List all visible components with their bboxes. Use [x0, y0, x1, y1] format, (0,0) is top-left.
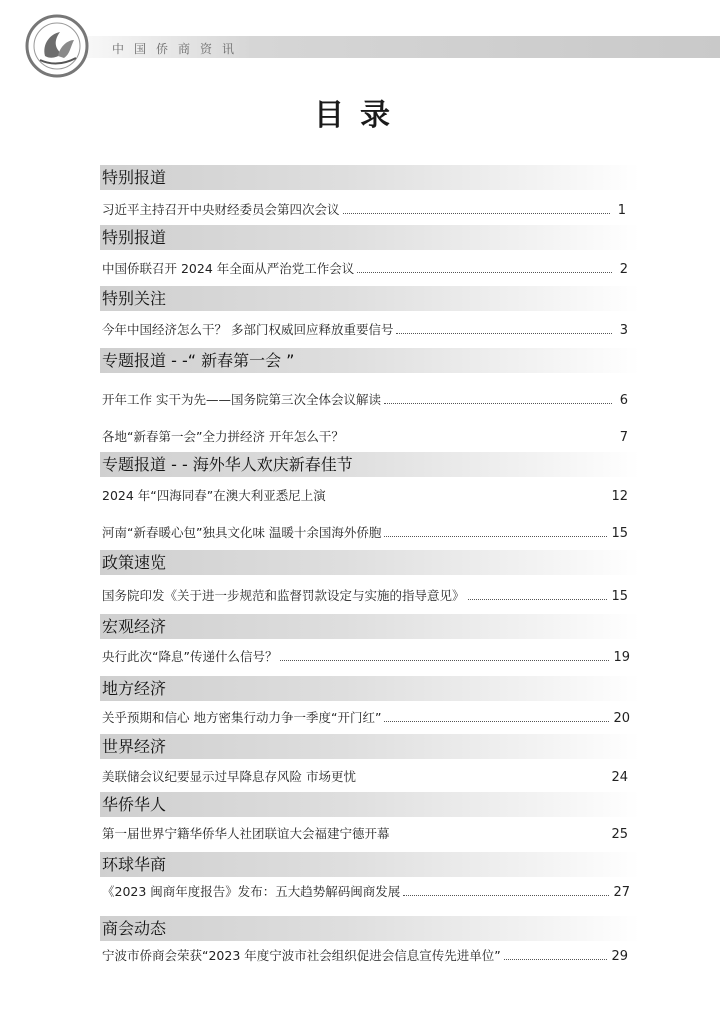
toc-section-9 [100, 734, 640, 759]
entry-title: 各地“新春第一会”全力拼经济 开年怎么干？ [102, 429, 344, 444]
dot-leader [384, 536, 607, 537]
toc-entry[interactable] [102, 486, 628, 504]
entry-title: 美联储会议纪要显示过早降息存风险 市场更忧 [102, 769, 356, 784]
page-number: 3 [619, 323, 628, 338]
page-number: 20 [613, 711, 630, 726]
toc-section-3 [100, 286, 640, 311]
entry-title: 河南“新春暖心包”独具文化味 温暖十余国海外侨胞 [102, 525, 382, 540]
section-heading: 华侨华人 [100, 792, 640, 817]
toc-entry[interactable] [102, 647, 630, 665]
section-heading: 宏观经济 [100, 614, 640, 639]
section-heading: 环球华商 [100, 852, 640, 877]
toc-entry[interactable] [102, 882, 630, 900]
toc-entry[interactable] [102, 427, 628, 445]
entry-title: 中国侨联召开 2024 年全面从严治党工作会议 [102, 261, 355, 276]
page-number: 29 [611, 949, 628, 964]
toc-section-8 [100, 676, 640, 701]
toc-entry[interactable] [102, 946, 628, 964]
section-heading: 特别报道 [100, 225, 640, 250]
toc-section-4 [100, 348, 640, 373]
toc-entry[interactable] [102, 767, 628, 785]
page-number: 2 [619, 262, 628, 277]
toc-section-10 [100, 792, 640, 817]
dot-leader [396, 333, 612, 334]
section-heading: 专题报道 - - 海外华人欢庆新春佳节 [100, 452, 640, 477]
section-heading: 世界经济 [100, 734, 640, 759]
dot-leader [280, 660, 609, 661]
dot-leader [384, 403, 612, 404]
toc-entry[interactable] [102, 390, 628, 408]
section-heading: 专题报道 - -“ 新春第一会 ” [100, 348, 640, 373]
toc-entry[interactable] [102, 708, 630, 726]
toc-section-11 [100, 852, 640, 877]
entry-title: 关乎预期和信心 地方密集行动力争一季度“开门红” [102, 710, 382, 725]
page-number: 7 [619, 430, 628, 445]
page-number: 27 [613, 885, 630, 900]
page-number: 1 [617, 203, 626, 218]
dot-leader [504, 959, 608, 960]
entry-title: 2024 年“四海同春”在澳大利亚悉尼上演 [102, 488, 326, 503]
page-number: 15 [611, 526, 628, 541]
entry-title: 宁波市侨商会荣获“2023 年度宁波市社会组织促进会信息宣传先进单位” [102, 948, 501, 963]
entry-title: 开年工作 实干为先——国务院第三次全体会议解读 [102, 392, 381, 407]
page-number: 15 [611, 589, 628, 604]
section-heading: 地方经济 [100, 676, 640, 701]
toc-section-7 [100, 614, 640, 639]
publication-name: 中国侨商资讯 [112, 42, 245, 56]
toc-section-12 [100, 916, 640, 941]
toc-entry[interactable] [102, 523, 628, 541]
page-number: 12 [611, 489, 628, 504]
toc-section-1 [100, 165, 640, 190]
entry-title: 央行此次“降息”传递什么信号？ [102, 649, 278, 664]
entry-title: 习近平主持召开中央财经委员会第四次会议 [102, 202, 340, 217]
entry-title: 第一届世界宁籍华侨华人社团联谊大会福建宁德开幕 [102, 826, 390, 841]
toc-section-2 [100, 225, 640, 250]
toc-entry[interactable] [102, 200, 626, 218]
dot-leader [403, 895, 609, 896]
section-heading: 特别关注 [100, 286, 640, 311]
page-title: 目录 [314, 98, 406, 133]
toc-section-5 [100, 452, 640, 477]
section-heading: 政策速览 [100, 550, 640, 575]
toc-entry[interactable] [102, 259, 628, 277]
toc-entry[interactable] [102, 586, 628, 604]
page-number: 6 [619, 393, 628, 408]
dot-leader [357, 272, 612, 273]
entry-title: 今年中国经济怎么干？ 多部门权威回应释放重要信号 [102, 322, 394, 337]
section-heading: 特别报道 [100, 165, 640, 190]
dot-leader [468, 599, 608, 600]
logo-emblem-icon [12, 10, 102, 82]
page-number: 25 [611, 827, 628, 842]
section-heading: 商会动态 [100, 916, 640, 941]
entry-title: 国务院印发《关于进一步规范和监督罚款设定与实施的指导意见》 [102, 588, 465, 603]
entry-title: 《2023 闽商年度报告》发布：五大趋势解码闽商发展 [102, 884, 401, 899]
toc-section-6 [100, 550, 640, 575]
toc-entry[interactable] [102, 824, 628, 842]
page-number: 24 [611, 770, 628, 785]
toc-entry[interactable] [102, 320, 628, 338]
dot-leader [343, 213, 610, 214]
page-number: 19 [613, 650, 630, 665]
dot-leader [384, 721, 609, 722]
